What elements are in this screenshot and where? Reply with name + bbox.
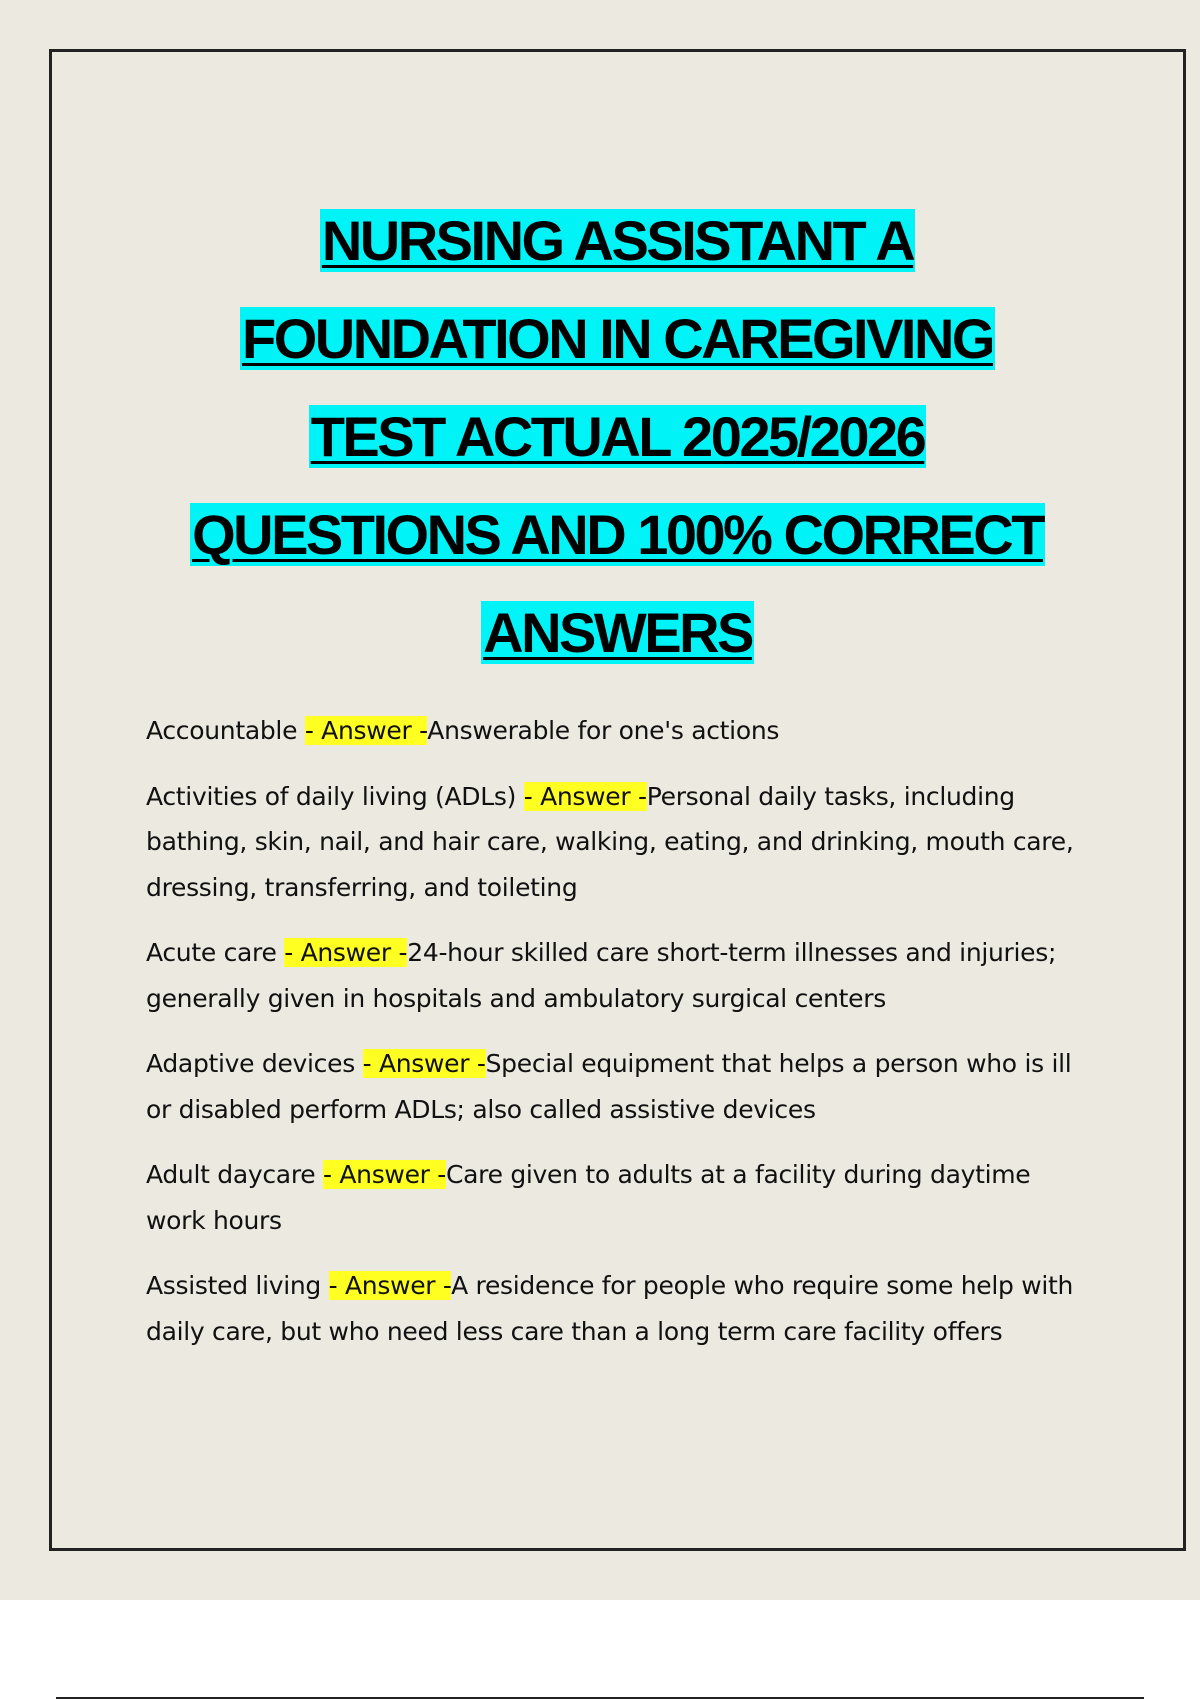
entry-definition: Care given to adults at a facility during daytime work hours: [146, 1160, 1031, 1235]
glossary-entries: [146, 708, 1086, 1374]
glossary-entry: [146, 1152, 1086, 1243]
title-line: TEST ACTUAL 2025/2026: [310, 405, 925, 468]
entry-definition: Special equipment that helps a person who is ill or disabled perform ADLs; also called assistive devices: [146, 1049, 1072, 1124]
answer-marker: - Answer -: [328, 1271, 452, 1300]
answer-marker: - Answer -: [284, 938, 408, 967]
title-line: ANSWERS: [483, 601, 752, 664]
glossary-entry: [146, 930, 1086, 1021]
entry-term: Adult daycare: [146, 1160, 323, 1189]
page-divider: [56, 1697, 1144, 1699]
entry-definition: Answerable for one's actions: [427, 716, 780, 745]
entry-term: Adaptive devices: [146, 1049, 363, 1078]
entry-definition: Personal daily tasks, including bathing, skin, nail, and hair care, walking, eating, and drinking, mouth care, dressing, transferring, and toileting: [146, 781, 1074, 902]
document-title: [52, 192, 1183, 682]
answer-marker: - Answer -: [322, 1160, 446, 1189]
glossary-entry: [146, 708, 1086, 754]
entry-term: Acute care: [146, 938, 285, 967]
entry-definition: A residence for people who require some help with daily care, but who need less care than a long term care facility offers: [146, 1271, 1074, 1346]
title-line: QUESTIONS AND 100% CORRECT: [192, 503, 1043, 566]
entry-term: Assisted living: [146, 1271, 329, 1300]
answer-marker: - Answer -: [523, 781, 647, 811]
entry-term: Activities of daily living (ADLs): [146, 781, 524, 811]
glossary-entry: [146, 1041, 1086, 1132]
glossary-entry: [146, 1263, 1086, 1354]
title-line: NURSING ASSISTANT A: [321, 209, 914, 272]
entry-term: Accountable: [146, 716, 305, 745]
glossary-entry: [146, 774, 1086, 911]
title-line: FOUNDATION IN CAREGIVING: [242, 307, 993, 370]
entry-definition: 24-hour skilled care short-term illnesses and injuries; generally given in hospitals and ambulatory surgical centers: [146, 938, 1057, 1013]
answer-marker: - Answer -: [362, 1049, 486, 1078]
answer-marker: - Answer -: [304, 716, 428, 745]
